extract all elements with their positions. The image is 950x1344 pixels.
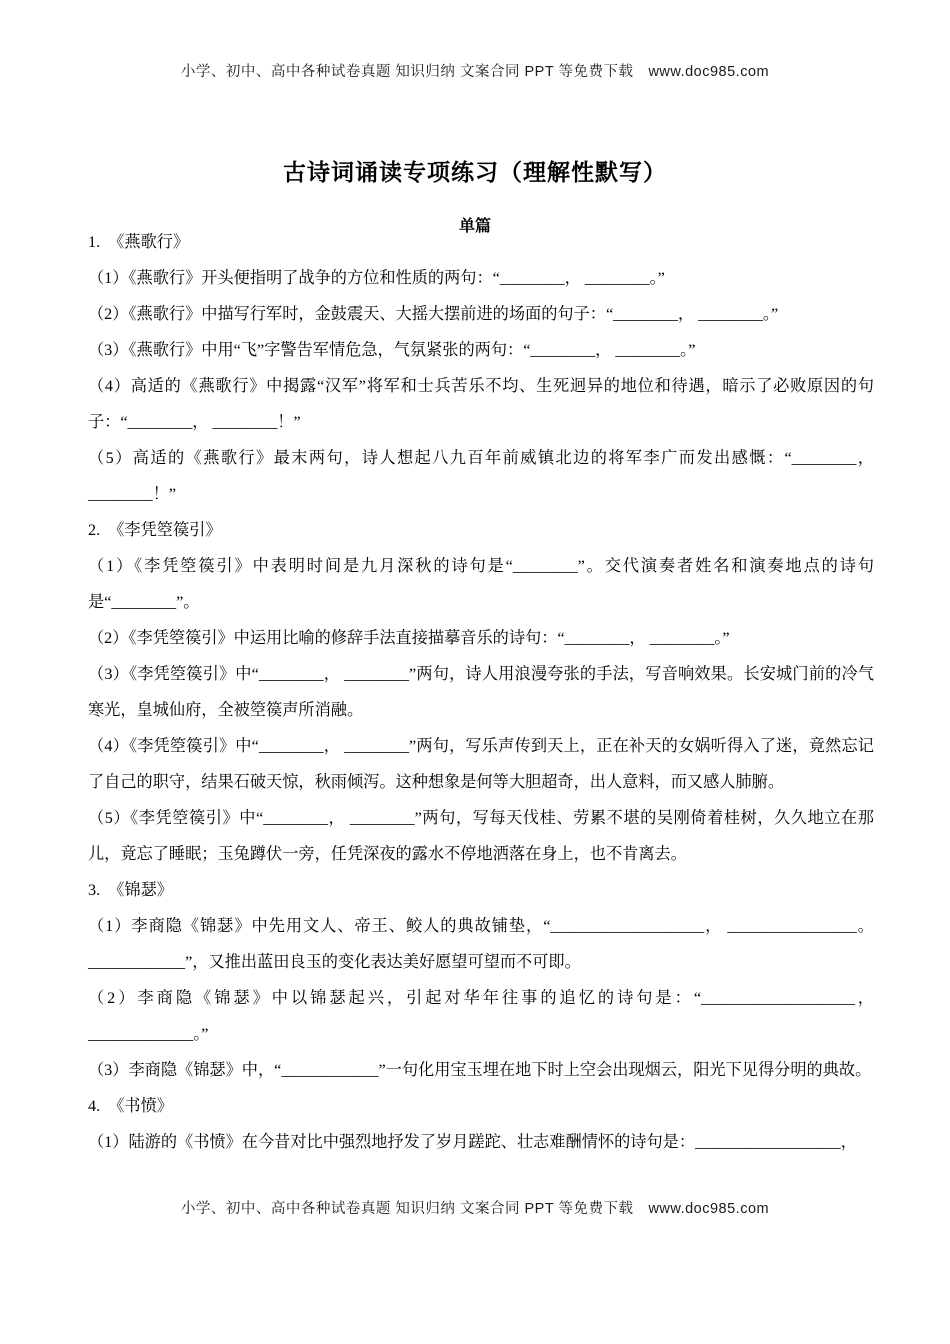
question-paragraph: （2）《燕歌行》中描写行军时，金鼓震天、大摇大摆前进的场面的句子：“________， ________。” [88,305,779,323]
poem-heading: 4. 《书愤》 [88,1097,173,1115]
question-paragraph: （2）《李凭箜篌引》中运用比喻的修辞手法直接描摹音乐的诗句：“________， ________。” [88,629,730,647]
watermark-footer: 小学、初中、高中各种试卷真题 知识归纳 文案合同 PPT 等免费下载 www.doc985.com [180,1201,770,1217]
watermark-header: 小学、初中、高中各种试卷真题 知识归纳 文案合同 PPT 等免费下载 www.doc985.com [180,64,770,80]
section-heading: 单篇 [458,218,491,236]
question-paragraph: （1）《燕歌行》开头便指明了战争的方位和性质的两句：“________， ________。” [88,269,665,287]
question-paragraph: （3）《燕歌行》中用“飞”字警告军情危急，气氛紧张的两句：“________， ________。” [88,341,696,359]
question-paragraph: （4）《李凭箜篌引》中“________， ________”两句，写乐声传到天上，正在补天的女娲听得入了迷，竟然忘记了自己的职守，结果石破天惊，秋雨倾泻。这种想象是何等大胆超奇，出人意料，而又感人肺腑。 [88,737,874,791]
question-paragraph: （3）《李凭箜篌引》中“________， ________”两句，诗人用浪漫夸张的手法，写音响效果。长安城门前的冷气寒光，皇城仙府，全被箜篌声所消融。 [88,665,874,719]
question-paragraph: （1）陆游的《书愤》在今昔对比中强烈地抒发了岁月蹉跎、壮志难酬情怀的诗句是：__________________， [88,1133,857,1151]
question-paragraph: （5）高适的《燕歌行》最末两句，诗人想起八九百年前威镇北边的将军李广而发出感慨：“________， ________！” [88,449,874,503]
poem-heading: 2. 《李凭箜篌引》 [88,521,222,539]
question-paragraph: （2）李商隐《锦瑟》中以锦瑟起兴，引起对华年往事的追忆的诗句是：“___________________， _____________。” [88,989,874,1043]
question-paragraph: （4）高适的《燕歌行》中揭露“汉军”将军和士兵苦乐不均、生死迥异的地位和待遇，暗示了必败原因的句子：“________， ________！” [88,377,874,431]
poem-heading: 3. 《锦瑟》 [88,881,173,899]
poem-heading: 1. 《燕歌行》 [88,233,190,251]
question-paragraph: （5）《李凭箜篌引》中“________， ________”两句，写每天伐桂、劳累不堪的吴刚倚着桂树，久久地立在那儿，竟忘了睡眠；玉兔蹲伏一旁，任凭深夜的露水不停地洒落在身上，也不肯离去。 [88,809,874,863]
document-title: 古诗词诵读专项练习（理解性默写） [283,159,667,186]
worksheet-body [88,224,874,1160]
question-paragraph: （3）李商隐《锦瑟》中，“____________”一句化用宝玉埋在地下时上空会出现烟云，阳光下见得分明的典故。 [88,1061,872,1079]
question-paragraph: （1）李商隐《锦瑟》中先用文人、帝王、鲛人的典故铺垫，“___________________， ________________。____________”，又推出蓝田良玉的变化表达美好愿望可望而不可即。 [88,917,874,971]
question-paragraph: （1）《李凭箜篌引》中表明时间是九月深秋的诗句是“________”。交代演奏者姓名和演奏地点的诗句是“________”。 [88,557,874,611]
